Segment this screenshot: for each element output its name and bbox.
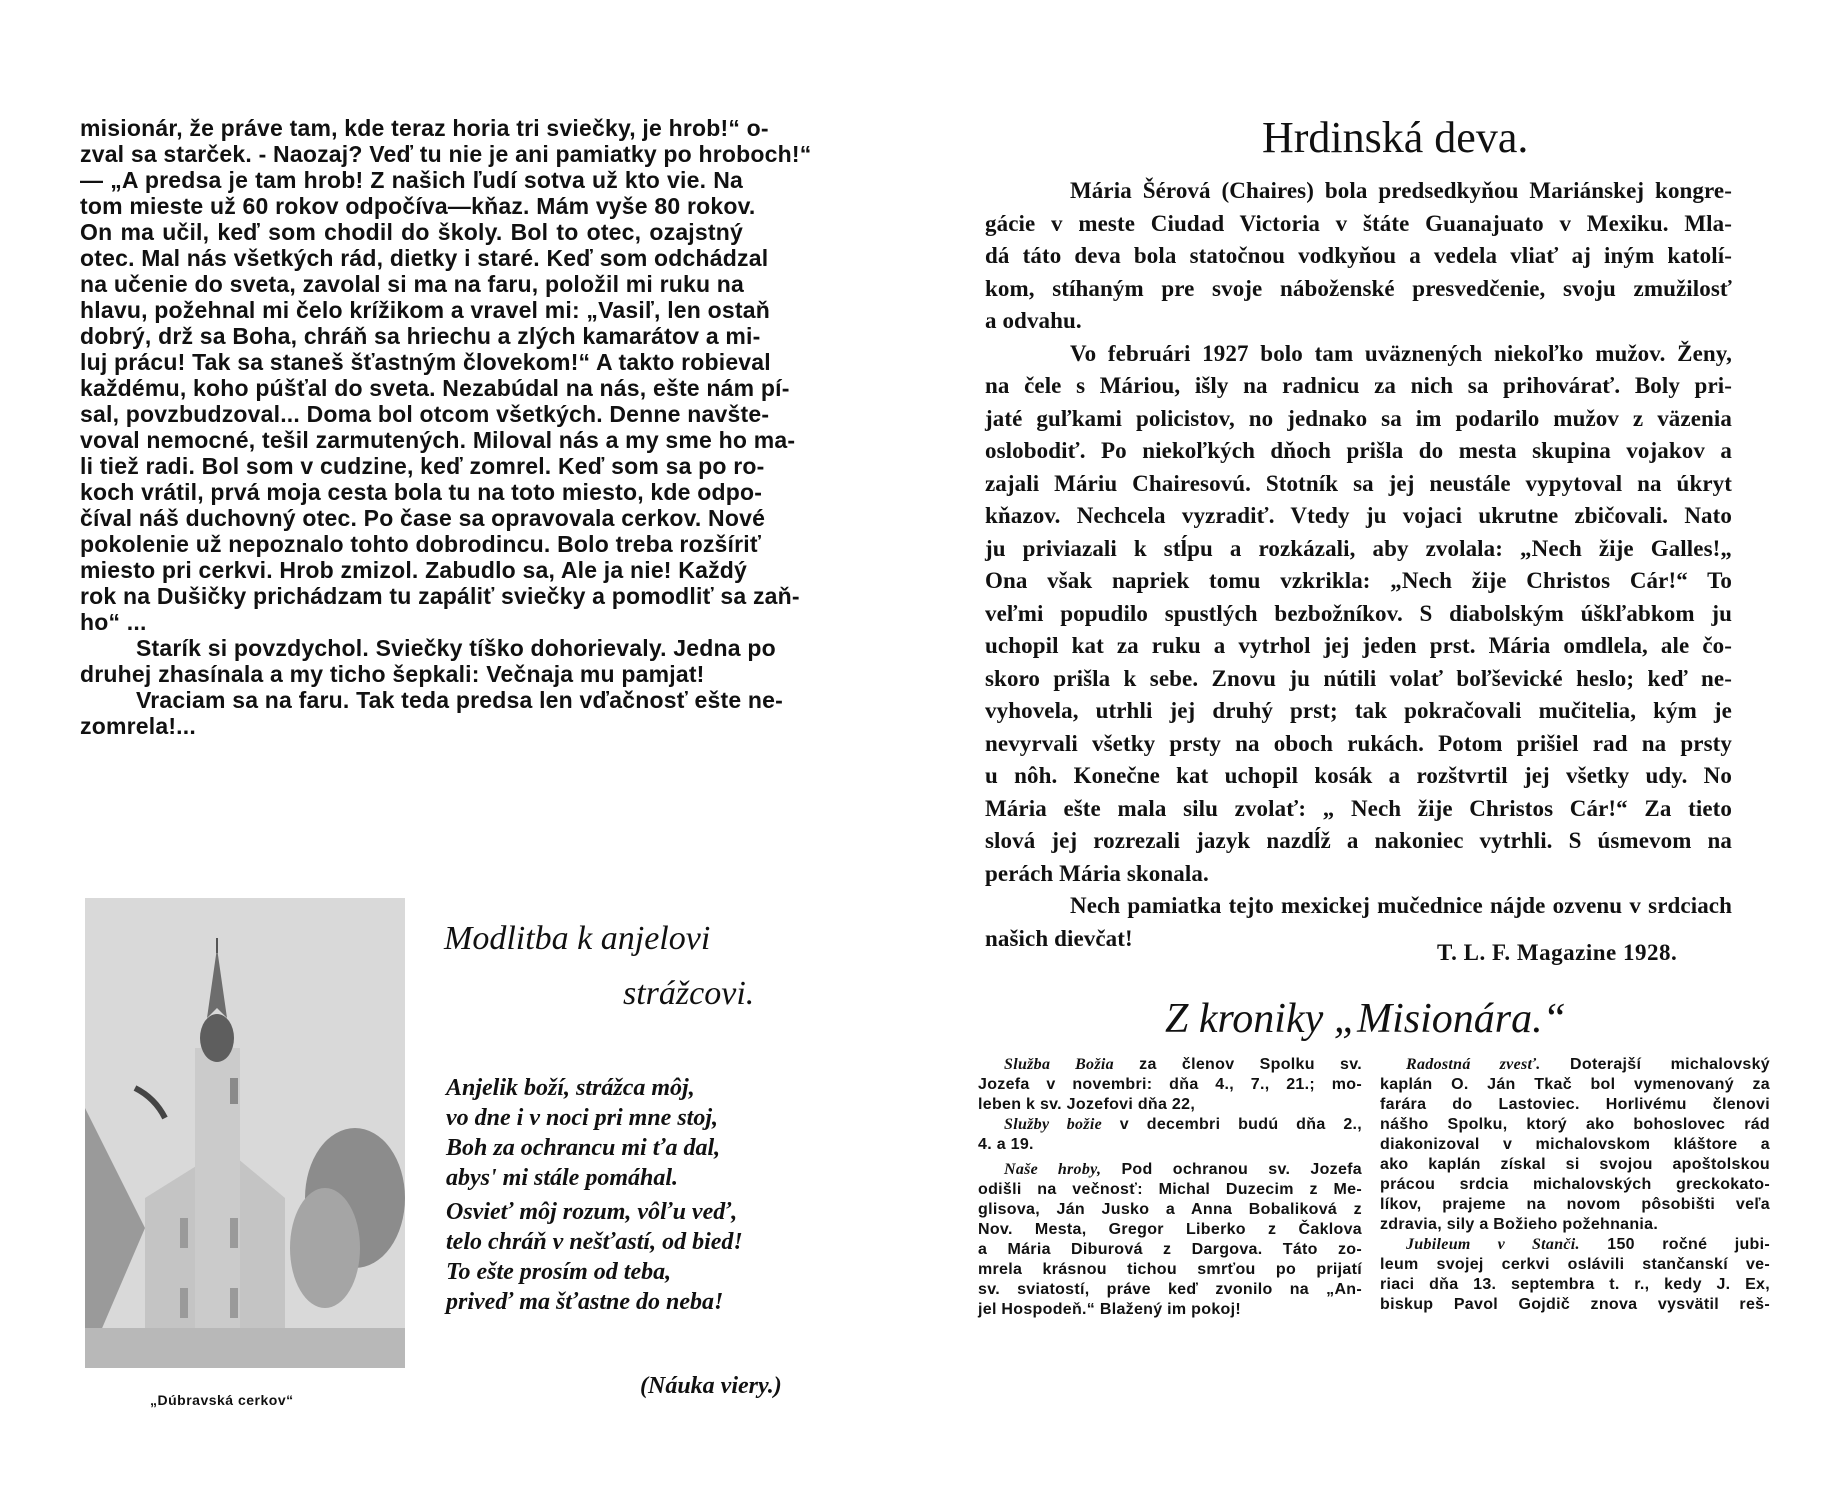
text-line: druhej zhasínala a my ticho šepkali: Večnaja mu pamjat! bbox=[80, 661, 705, 687]
poem-line: To ešte prosím od teba, bbox=[446, 1259, 672, 1285]
poem-title-continued: strážcovi. bbox=[623, 975, 755, 1012]
poem-line: Osvieť môj rozum, vôľu veď, bbox=[446, 1199, 738, 1225]
chronicle-entry-text: 150 ročné jubi- bbox=[1579, 1236, 1770, 1253]
chronicle-entry-text: mrela krásnou tichou smrťou po prijatí bbox=[978, 1261, 1362, 1278]
kronika-column-1 bbox=[978, 1055, 1362, 1320]
chronicle-entry-start bbox=[1380, 1055, 1770, 1075]
text-line bbox=[978, 1180, 1362, 1200]
text-line bbox=[978, 1135, 1362, 1155]
poem-line: Boh za ochrancu mi ťa dal, bbox=[446, 1135, 721, 1161]
text-line: gácie v meste Ciudad Victoria v štáte Guanajuato v Mexiku. Mla- bbox=[985, 210, 1732, 236]
poem-line: telo chráň v nešťastí, od bied! bbox=[446, 1229, 743, 1255]
chronicle-entry-text: ako kaplán získal si svojou apoštolskou bbox=[1380, 1156, 1770, 1173]
text-line: perách Mária skonala. bbox=[985, 860, 1209, 886]
text-line: pokolenie už nepoznalo tohto dobrodincu. Bolo treba rozšíriť bbox=[80, 531, 762, 557]
text-line: na čele s Máriou, išly na radnicu za nich sa prihovárať. Boly pri- bbox=[985, 373, 1732, 398]
text-line: oslobodiť. Po niekoľkých dňoch prišla do mesta skupina vojakov a bbox=[985, 438, 1732, 463]
text-line: On ma učil, keď som chodil do školy. Bol to otec, ozajstný bbox=[80, 219, 743, 245]
chronicle-entry-text: jel Hospodeň.“ Blažený im pokoj! bbox=[978, 1301, 1241, 1318]
kronika-column-2 bbox=[1380, 1055, 1770, 1315]
church-photo bbox=[85, 898, 405, 1368]
poem-line: abys' mi stále pomáhal. bbox=[446, 1165, 679, 1191]
text-line: — „A predsa je tam hrob! Z našich ľudí sotva už kto vie. Na bbox=[80, 167, 743, 193]
chronicle-entry-start bbox=[978, 1160, 1362, 1180]
chronicle-entry-text: sv. sviatostí, práve keď zvonilo na „An- bbox=[978, 1281, 1362, 1298]
text-line: Starík si povzdychol. Sviečky tíško dohorievaly. Jedna po bbox=[136, 635, 776, 661]
poem-line: Anjelik boží, strážca môj, bbox=[446, 1075, 695, 1101]
text-line bbox=[1380, 1115, 1770, 1135]
text-line: Vraciam sa na faru. Tak teda predsa len vďačnosť ešte ne- bbox=[136, 687, 784, 713]
text-line: vyhovela, utrhli jej druhý prst; tak pokračovali mučitelia, kým je bbox=[985, 698, 1732, 723]
text-line: nevyrvali všetky prsty na oboch rukách. Potom prišiel rad na prsty bbox=[985, 730, 1732, 756]
text-line: dá táto deva bola statočnou vodkyňou a vedela vliať aj iným katolí- bbox=[985, 243, 1732, 268]
chronicle-entry-start bbox=[978, 1055, 1362, 1075]
text-line: číval náš duchovný otec. Po čase sa opravovala cerkov. Nové bbox=[80, 505, 766, 531]
text-line: skoro prišla k sebe. Znovu ju nútili volať boľševické heslo; keď ne- bbox=[985, 665, 1732, 691]
text-line: Ona však napriek tomu vzkrikla: „Nech žije Christos Cár!“ To bbox=[985, 568, 1732, 593]
chronicle-entry-heading: Služby božie bbox=[1004, 1116, 1102, 1133]
chronicle-entry-text: diakonizoval v michalovskom kláštore a bbox=[1380, 1136, 1770, 1153]
text-line bbox=[978, 1220, 1362, 1240]
chronicle-entry-text: Nov. Mesta, Gregor Liberko z Čaklova bbox=[978, 1221, 1362, 1238]
chronicle-entry-text: nášho Spolku, ktorý ako bohoslovec rád bbox=[1380, 1116, 1770, 1133]
text-line: zajali Máriu Chairesovú. Stotník sa jej neustále vypytoval na úkryt bbox=[985, 470, 1732, 496]
text-line: koch vrátil, prvá moja cesta bola tu na toto miesto, kde odpo- bbox=[80, 479, 763, 505]
chronicle-entry-text: odišli na večnosť: Michal Duzecim z Me- bbox=[978, 1181, 1362, 1198]
text-line: kom, stíhaným pre svoje náboženské presvedčenie, svoju zmužilosť bbox=[985, 275, 1732, 301]
text-line bbox=[1380, 1195, 1770, 1215]
text-line: otec. Mal nás všetkých rád, dietky i staré. Keď som odchádzal bbox=[80, 245, 769, 271]
text-line: hlavu, požehnal mi čelo krížikom a vravel mi: „Vasiľ, len ostaň bbox=[80, 297, 770, 323]
text-line bbox=[978, 1200, 1362, 1220]
chronicle-entry-text: biskup Pavol Gojdič znova vysvätil reš- bbox=[1380, 1296, 1770, 1313]
chronicle-entry-text: 4. a 19. bbox=[978, 1136, 1034, 1153]
chronicle-entry-text: a Mária Diburová z Dargova. Táto zo- bbox=[978, 1241, 1362, 1258]
chronicle-entry-text: kaplán O. Ján Tkač bol vymenovaný za bbox=[1380, 1076, 1770, 1093]
poem-source: (Náuka viery.) bbox=[640, 1373, 782, 1399]
text-line: našich dievčat! bbox=[985, 925, 1133, 951]
chronicle-entry-text: za členov Spolku sv. bbox=[1113, 1056, 1362, 1073]
text-line: Nech pamiatka tejto mexickej mučednice nájde ozvenu v srdciach bbox=[1070, 893, 1732, 918]
poem-stanza-2 bbox=[446, 1197, 743, 1317]
text-line bbox=[1380, 1095, 1770, 1115]
text-line bbox=[978, 1075, 1362, 1095]
chronicle-entry-text: Doterajší michalovský bbox=[1540, 1056, 1770, 1073]
church-illustration bbox=[85, 898, 405, 1368]
text-line bbox=[1380, 1175, 1770, 1195]
section-title-kronika: Z kroniky „Misionára.“ bbox=[1165, 996, 1566, 1042]
chronicle-entry-text: riaci dňa 13. septembra t. r., kedy J. Ex, bbox=[1380, 1276, 1770, 1293]
text-line: dobrý, drž sa Boha, chráň sa hriechu a zlých kamarátov a mi- bbox=[80, 323, 761, 349]
text-line: miesto pri cerkvi. Hrob zmizol. Zabudlo sa, Ale ja nie! Každý bbox=[80, 557, 748, 583]
story-continuation-text bbox=[80, 115, 812, 739]
text-line: a odvahu. bbox=[985, 308, 1082, 333]
text-line: Vo februári 1927 bolo tam uväznených niekoľko mužov. Ženy, bbox=[1070, 340, 1732, 366]
text-line bbox=[1380, 1255, 1770, 1275]
text-line bbox=[1380, 1075, 1770, 1095]
chronicle-entry-text: v decembri budú dňa 2., bbox=[1102, 1116, 1363, 1133]
text-line bbox=[1380, 1215, 1770, 1235]
chronicle-entry-text: leben k sv. Jozefovi dňa 22, bbox=[978, 1096, 1196, 1113]
text-line: veľmi popudilo spustlých bezbožníkov. S diabolským úškľabkom ju bbox=[985, 600, 1732, 626]
chronicle-entry-heading: Radostná zvesť. bbox=[1406, 1056, 1541, 1073]
chronicle-entry-text: Pod ochranou sv. Jozefa bbox=[1101, 1161, 1362, 1178]
text-line: tom mieste už 60 rokov odpočíva—kňaz. Mám vyše 80 rokov. bbox=[80, 193, 756, 219]
chronicle-entry-heading: Služba Božia bbox=[1004, 1056, 1114, 1073]
chronicle-entry-text: líkov, prajeme na novom pôsobišti veľa bbox=[1380, 1196, 1770, 1213]
text-line bbox=[978, 1300, 1362, 1320]
chronicle-entry-heading: Jubileum v Stanči. bbox=[1406, 1236, 1580, 1253]
text-line: kňazov. Nechcela vyzradiť. Vtedy ju vojaci ukrutne zbičovali. Nato bbox=[985, 503, 1732, 528]
chronicle-entry-start bbox=[1380, 1235, 1770, 1255]
text-line: misionár, že práve tam, kde teraz horia tri sviečky, je hrob!“ o- bbox=[80, 115, 769, 141]
text-line: ju priviazali k stĺpu a rozkázali, aby zvolala: „Nech žije Galles!„ bbox=[985, 535, 1732, 561]
text-line bbox=[978, 1260, 1362, 1280]
chronicle-entry-text: Jozefa v novembri: dňa 4., 7., 21.; mo- bbox=[978, 1076, 1362, 1093]
article-attribution: T. L. F. Magazine 1928. bbox=[1437, 940, 1678, 965]
poem-stanza-1 bbox=[446, 1073, 720, 1193]
text-line: Mária ešte mala silu zvolať: „ Nech žije Christos Cár!“ Za tieto bbox=[985, 795, 1732, 821]
article-title-hrdinska-deva: Hrdinská deva. bbox=[1262, 113, 1529, 162]
text-line bbox=[1380, 1155, 1770, 1175]
article-body-hrdinska-deva bbox=[985, 175, 1732, 955]
text-line bbox=[978, 1240, 1362, 1260]
text-line bbox=[1380, 1275, 1770, 1295]
text-line bbox=[978, 1095, 1362, 1115]
text-line: jaté guľkami policistov, no jednako sa im podarilo mužov z väzenia bbox=[985, 405, 1732, 431]
text-line bbox=[978, 1280, 1362, 1300]
text-line: voval nemocné, tešil zarmutených. Miloval nás a my sme ho ma- bbox=[80, 427, 796, 453]
chronicle-entry-text: glisova, Ján Jusko a Anna Bobaliková z bbox=[978, 1201, 1362, 1218]
text-line: Mária Šérová (Chaires) bola predsedkyňou Mariánskej kongre- bbox=[1070, 178, 1732, 203]
poem-line: vo dne i v noci pri mne stoj, bbox=[446, 1105, 718, 1131]
chronicle-entry-text: leum svojej cerkvi oslávili stančanskí ve- bbox=[1380, 1256, 1770, 1273]
text-line: rok na Dušičky prichádzam tu zapáliť sviečky a pomodliť sa zaň- bbox=[80, 583, 800, 609]
chronicle-entry-heading: Naše hroby, bbox=[1004, 1161, 1102, 1178]
poem-title: Modlitba k anjelovi bbox=[444, 920, 711, 957]
text-line: li tiež radi. Bol som v cudzine, keď zomrel. Keď som sa po ro- bbox=[80, 453, 765, 479]
text-line: uchopil kat za ruku a vytrhol jej jeden prst. Mária omdlela, ale čo- bbox=[985, 633, 1732, 658]
text-line: zval sa starček. - Naozaj? Veď tu nie je ani pamiatky po hroboch!“ bbox=[80, 141, 812, 167]
left-page bbox=[0, 0, 900, 1500]
text-line: slová jej rozrezali jazyk nazdĺž a nakoniec vytrhli. S úsmevom na bbox=[985, 828, 1732, 853]
chronicle-entry-start bbox=[978, 1115, 1362, 1135]
chronicle-entry-text: farára do Lastoviec. Horlivému členovi bbox=[1380, 1096, 1770, 1113]
poem-line: priveď ma šťastne do neba! bbox=[446, 1289, 724, 1315]
text-line: ho“ ... bbox=[80, 609, 147, 635]
text-line: na učenie do sveta, zavolal si ma na faru, položil mi ruku na bbox=[80, 271, 745, 297]
text-line: zomrela!... bbox=[80, 713, 196, 739]
text-line bbox=[1380, 1135, 1770, 1155]
text-line: luj prácu! Tak sa staneš šťastným človekom!“ A takto robieval bbox=[80, 349, 771, 375]
photo-caption: „Dúbravská cerkov“ bbox=[150, 1392, 294, 1408]
text-line: každému, koho púšťal do sveta. Nezabúdal na nás, ešte nám pí- bbox=[80, 375, 790, 401]
chronicle-entry-text: prácou srdcia michalovských greckokato- bbox=[1380, 1176, 1770, 1193]
chronicle-entry-text: zdravia, sily a Božieho požehnania. bbox=[1380, 1216, 1659, 1233]
text-line: u nôh. Konečne kat uchopil kosák a rozštvrtil jej všetky udy. No bbox=[985, 763, 1732, 788]
text-line bbox=[1380, 1295, 1770, 1315]
text-line: sal, povzbudzoval... Doma bol otcom všetkých. Denne navšte- bbox=[80, 401, 770, 427]
